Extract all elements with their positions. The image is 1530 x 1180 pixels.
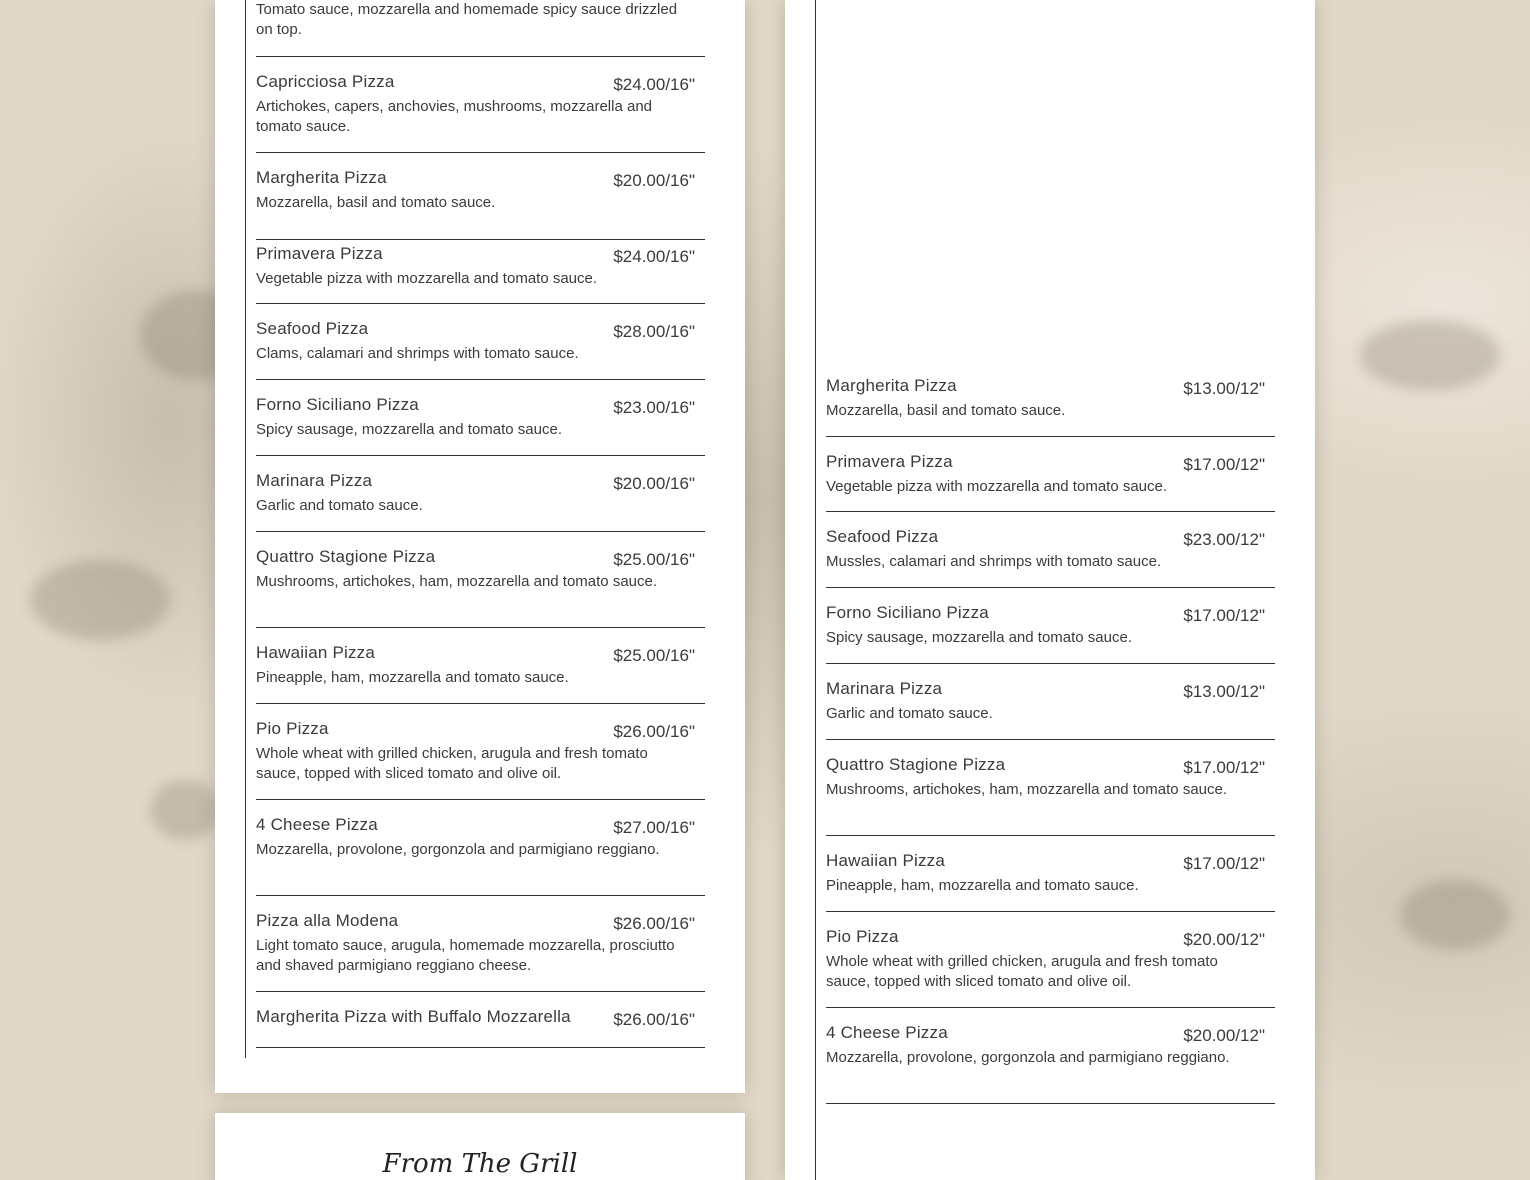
item-name: Primavera Pizza [826, 452, 953, 471]
background-decor [30, 560, 170, 640]
menu-item [826, 1023, 1275, 1104]
item-name: Margherita Pizza with Buffalo Mozzarella [256, 1007, 571, 1026]
menu-item [256, 471, 705, 532]
item-name: Marinara Pizza [826, 679, 943, 698]
item-description: Vegetable pizza with mozzarella and tomato sauce. [826, 478, 1168, 495]
item-description: Garlic and tomato sauce. [826, 705, 993, 722]
item-name: 4 Cheese Pizza [256, 815, 378, 834]
item-description: Light tomato sauce, arugula, homemade mozzarella, prosciutto and shaved parmigiano reggiano cheese. [256, 937, 675, 974]
item-name: 4 Cheese Pizza [826, 1023, 948, 1042]
item-price: $17.00/12" [1183, 854, 1265, 873]
item-name: Seafood Pizza [256, 319, 369, 338]
item-price: $17.00/12" [1183, 606, 1265, 625]
item-price: $27.00/16" [613, 818, 695, 837]
item-name: Marinara Pizza [256, 471, 373, 490]
item-price: $13.00/12" [1183, 682, 1265, 701]
menu-item [826, 679, 1275, 740]
item-description: Mozzarella, basil and tomato sauce. [826, 402, 1066, 419]
item-description: Mussles, calamari and shrimps with tomato sauce. [826, 553, 1162, 570]
menu-item [256, 168, 705, 240]
menu-item [256, 815, 705, 896]
item-price: $17.00/12" [1183, 455, 1265, 474]
item-name: Forno Siciliano Pizza [826, 603, 989, 622]
item-price: $13.00/12" [1183, 379, 1265, 398]
menu-item [256, 319, 705, 380]
item-description: Vegetable pizza with mozzarella and tomato sauce. [256, 270, 598, 287]
item-price: $26.00/16" [613, 1010, 695, 1029]
item-name: Hawaiian Pizza [826, 851, 946, 870]
item-description: Tomato sauce, mozzarella and homemade spicy sauce drizzled on top. [256, 1, 678, 38]
menu-item [256, 244, 705, 304]
item-price: $26.00/16" [613, 914, 695, 933]
item-description: Whole wheat with grilled chicken, arugula and fresh tomato sauce, topped with sliced tomato and olive oil. [256, 745, 648, 782]
menu-item [826, 927, 1275, 1008]
item-description: Mozzarella, provolone, gorgonzola and parmigiano reggiano. [826, 1049, 1230, 1066]
item-description: Spicy sausage, mozzarella and tomato sauce. [826, 629, 1132, 646]
item-description: Mushrooms, artichokes, ham, mozzarella and tomato sauce. [256, 573, 658, 590]
item-description: Spicy sausage, mozzarella and tomato sauce. [256, 421, 562, 438]
menu-item [826, 452, 1275, 512]
item-price: $25.00/16" [613, 646, 695, 665]
item-name: Margherita Pizza [826, 376, 957, 395]
menu-panel-16-inch [215, 0, 745, 1093]
item-name: Primavera Pizza [256, 244, 383, 263]
item-name: Pio Pizza [826, 927, 899, 946]
item-price: $26.00/16" [613, 722, 695, 741]
item-description: Artichokes, capers, anchovies, mushrooms, mozzarella and tomato sauce. [256, 98, 653, 135]
item-price: $20.00/16" [613, 474, 695, 493]
item-price: $20.00/16" [613, 171, 695, 190]
section-title: From The Grill [382, 1149, 578, 1179]
item-description: Mozzarella, provolone, gorgonzola and parmigiano reggiano. [256, 841, 660, 858]
item-price: $24.00/16" [613, 247, 695, 266]
item-name: Hawaiian Pizza [256, 643, 376, 662]
menu-item [256, 56, 705, 153]
menu-item [256, 547, 705, 628]
item-name: Capricciosa Pizza [256, 72, 395, 91]
item-price: $17.00/12" [1183, 758, 1265, 777]
item-description: Garlic and tomato sauce. [256, 497, 423, 514]
vertical-divider [245, 0, 246, 1058]
background-decor [1360, 320, 1500, 390]
item-price: $24.00/16" [613, 75, 695, 94]
menu-item [256, 1007, 705, 1048]
item-description: Mushrooms, artichokes, ham, mozzarella and tomato sauce. [826, 781, 1228, 798]
menu-item [256, 643, 705, 704]
item-price: $25.00/16" [613, 550, 695, 569]
item-price: $28.00/16" [613, 322, 695, 341]
menu-item [256, 719, 705, 800]
item-description: Whole wheat with grilled chicken, arugula and fresh tomato sauce, topped with sliced tomato and olive oil. [826, 953, 1218, 990]
item-description: Clams, calamari and shrimps with tomato sauce. [256, 345, 579, 362]
item-description: Mozzarella, basil and tomato sauce. [256, 194, 496, 211]
vertical-divider [815, 0, 816, 1180]
background-decor [1400, 880, 1510, 950]
menu-item [826, 376, 1275, 437]
item-name: Quattro Stagione Pizza [256, 547, 436, 566]
menu-item [826, 755, 1275, 836]
item-price: $20.00/12" [1183, 1026, 1265, 1045]
menu-item [826, 527, 1275, 588]
menu-item [826, 851, 1275, 912]
item-name: Pizza alla Modena [256, 911, 399, 930]
menu-item [256, 911, 705, 992]
item-name: Margherita Pizza [256, 168, 387, 187]
item-price: $20.00/12" [1183, 930, 1265, 949]
background-decor [150, 780, 220, 840]
menu-item [826, 603, 1275, 664]
grill-section-panel [215, 1113, 745, 1180]
item-name: Pio Pizza [256, 719, 329, 738]
item-name: Seafood Pizza [826, 527, 939, 546]
item-name: Quattro Stagione Pizza [826, 755, 1006, 774]
menu-item [256, 395, 705, 456]
item-description: Pineapple, ham, mozzarella and tomato sauce. [826, 877, 1139, 894]
item-description: Pineapple, ham, mozzarella and tomato sauce. [256, 669, 569, 686]
menu-panel-12-inch [785, 0, 1315, 1180]
item-price: $23.00/12" [1183, 530, 1265, 549]
item-name: Forno Siciliano Pizza [256, 395, 419, 414]
item-price: $23.00/16" [613, 398, 695, 417]
